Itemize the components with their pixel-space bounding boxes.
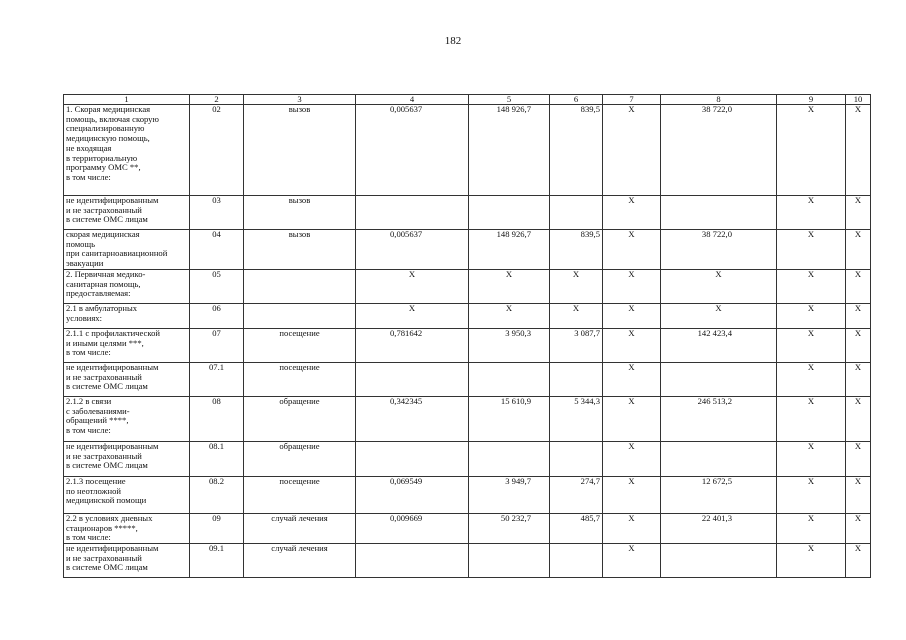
row-total-cell: 22 401,3 bbox=[661, 513, 777, 543]
row-volume-cell: 0,781642 bbox=[356, 328, 469, 362]
row-name-cell bbox=[64, 513, 190, 543]
row-name-line: в системе ОМС лицам bbox=[66, 381, 148, 392]
row-unit-cell bbox=[244, 269, 356, 303]
row-col10-cell: X bbox=[846, 362, 871, 396]
row-total-cell bbox=[661, 362, 777, 396]
row-unit-cell: вызов bbox=[244, 105, 356, 196]
cost-table bbox=[63, 94, 871, 578]
table-row bbox=[64, 513, 871, 543]
row-col10-cell: X bbox=[846, 230, 871, 270]
row-code-cell: 07.1 bbox=[190, 362, 244, 396]
row-name-line: эвакуации bbox=[66, 258, 104, 269]
row-cost-per-unit-cell: 50 232,7 bbox=[469, 513, 550, 543]
row-volume-cell: 0,005637 bbox=[356, 105, 469, 196]
row-col10-cell: X bbox=[846, 303, 871, 328]
row-col9-cell: X bbox=[777, 269, 846, 303]
row-col9-cell: X bbox=[777, 543, 846, 577]
row-col10-cell: X bbox=[846, 543, 871, 577]
row-col10-cell: X bbox=[846, 328, 871, 362]
page-number: 182 bbox=[444, 35, 462, 47]
row-col7-cell: X bbox=[603, 328, 661, 362]
row-col7-cell: X bbox=[603, 396, 661, 441]
table-row bbox=[64, 105, 871, 196]
row-col7-cell: X bbox=[603, 196, 661, 230]
row-col10-cell: X bbox=[846, 269, 871, 303]
row-name-line: условиях: bbox=[66, 312, 102, 323]
row-per-capita-cell bbox=[550, 196, 603, 230]
row-col9-cell: X bbox=[777, 396, 846, 441]
row-col7-cell: X bbox=[603, 441, 661, 476]
row-col9-cell: X bbox=[777, 328, 846, 362]
row-name-line: в том числе: bbox=[66, 171, 111, 182]
row-volume-cell: X bbox=[356, 303, 469, 328]
table-row bbox=[64, 362, 871, 396]
row-per-capita-cell bbox=[550, 441, 603, 476]
row-col9-cell: X bbox=[777, 196, 846, 230]
table-row bbox=[64, 543, 871, 577]
row-col9-cell: X bbox=[777, 476, 846, 513]
row-per-capita-cell: 485,7 bbox=[550, 513, 603, 543]
header-row bbox=[64, 95, 871, 105]
row-col10-cell: X bbox=[846, 476, 871, 513]
row-col7-cell: X bbox=[603, 362, 661, 396]
row-code-cell: 09 bbox=[190, 513, 244, 543]
row-name-line: в том числе: bbox=[66, 532, 111, 543]
row-name-cell bbox=[64, 476, 190, 513]
row-unit-cell: посещение bbox=[244, 328, 356, 362]
row-name-cell bbox=[64, 441, 190, 476]
row-name-line: 2.2 в условиях дневных bbox=[66, 513, 153, 523]
row-col10-cell: X bbox=[846, 396, 871, 441]
row-code-cell: 08 bbox=[190, 396, 244, 441]
row-code-cell: 09.1 bbox=[190, 543, 244, 577]
row-name-cell bbox=[64, 328, 190, 362]
row-name-line: скорая медицинская bbox=[66, 229, 140, 239]
row-cost-per-unit-cell: X bbox=[469, 303, 550, 328]
row-name-line: 2.1 в амбулаторных bbox=[66, 303, 138, 313]
row-cost-per-unit-cell bbox=[469, 543, 550, 577]
row-volume-cell bbox=[356, 441, 469, 476]
row-volume-cell bbox=[356, 543, 469, 577]
row-volume-cell: 0,069549 bbox=[356, 476, 469, 513]
col-header-1: 1 bbox=[64, 95, 190, 105]
row-name-line: медицинскую помощь, bbox=[66, 133, 150, 144]
row-col9-cell: X bbox=[777, 230, 846, 270]
row-total-cell: 246 513,2 bbox=[661, 396, 777, 441]
col-header-7: 7 bbox=[603, 95, 661, 105]
row-col7-cell: X bbox=[603, 105, 661, 196]
row-code-cell: 05 bbox=[190, 269, 244, 303]
row-total-cell bbox=[661, 441, 777, 476]
row-total-cell: X bbox=[661, 303, 777, 328]
row-per-capita-cell: 5 344,3 bbox=[550, 396, 603, 441]
row-name-line: 1. Скорая медицинская bbox=[66, 104, 151, 114]
col-header-6: 6 bbox=[550, 95, 603, 105]
row-col9-cell: X bbox=[777, 513, 846, 543]
row-name-cell bbox=[64, 196, 190, 230]
row-volume-cell bbox=[356, 362, 469, 396]
row-unit-cell: вызов bbox=[244, 196, 356, 230]
row-cost-per-unit-cell: 15 610,9 bbox=[469, 396, 550, 441]
row-name-line: помощь bbox=[66, 238, 96, 249]
row-col7-cell: X bbox=[603, 230, 661, 270]
row-name-line: и не застрахованный bbox=[66, 371, 142, 382]
table-row bbox=[64, 303, 871, 328]
row-name-line: обращений ****, bbox=[66, 415, 129, 426]
row-name-line: с заболеваниями- bbox=[66, 405, 130, 416]
row-per-capita-cell: 839,5 bbox=[550, 105, 603, 196]
col-header-5: 5 bbox=[469, 95, 550, 105]
row-name-cell bbox=[64, 543, 190, 577]
row-unit-cell: посещение bbox=[244, 362, 356, 396]
row-col9-cell: X bbox=[777, 303, 846, 328]
row-name-line: в том числе: bbox=[66, 347, 111, 358]
row-name-line: не входящая bbox=[66, 142, 112, 153]
row-name-cell bbox=[64, 396, 190, 441]
row-name-line: 2.1.3 посещение bbox=[66, 476, 126, 486]
row-name-line: не идентифицированным bbox=[66, 543, 159, 553]
row-name-cell bbox=[64, 303, 190, 328]
row-total-cell: X bbox=[661, 269, 777, 303]
row-col7-cell: X bbox=[603, 476, 661, 513]
row-col9-cell: X bbox=[777, 441, 846, 476]
row-volume-cell: 0,342345 bbox=[356, 396, 469, 441]
row-volume-cell bbox=[356, 196, 469, 230]
row-per-capita-cell: 274,7 bbox=[550, 476, 603, 513]
row-col7-cell: X bbox=[603, 543, 661, 577]
row-unit-cell: вызов bbox=[244, 230, 356, 270]
row-name-line: и не застрахованный bbox=[66, 204, 142, 215]
row-name-cell bbox=[64, 105, 190, 196]
table-row bbox=[64, 269, 871, 303]
row-per-capita-cell bbox=[550, 543, 603, 577]
row-name-line: в том числе: bbox=[66, 424, 111, 435]
row-total-cell: 12 672,5 bbox=[661, 476, 777, 513]
row-col10-cell: X bbox=[846, 105, 871, 196]
row-name-line: по неотложной bbox=[66, 485, 121, 496]
row-name-line: специализированную bbox=[66, 123, 145, 134]
row-name-line: в системе ОМС лицам bbox=[66, 460, 148, 471]
col-header-4: 4 bbox=[356, 95, 469, 105]
row-per-capita-cell: X bbox=[550, 269, 603, 303]
row-unit-cell: случай лечения bbox=[244, 513, 356, 543]
row-name-cell bbox=[64, 269, 190, 303]
row-unit-cell: случай лечения bbox=[244, 543, 356, 577]
row-total-cell: 38 722,0 bbox=[661, 105, 777, 196]
row-name-line: в территориальную bbox=[66, 152, 138, 163]
row-volume-cell: 0,009669 bbox=[356, 513, 469, 543]
row-col10-cell: X bbox=[846, 441, 871, 476]
row-cost-per-unit-cell: 3 949,7 bbox=[469, 476, 550, 513]
row-per-capita-cell: 839,5 bbox=[550, 230, 603, 270]
row-name-cell bbox=[64, 362, 190, 396]
row-col7-cell: X bbox=[603, 303, 661, 328]
row-name-line: санитарная помощь, bbox=[66, 278, 141, 289]
row-volume-cell: X bbox=[356, 269, 469, 303]
row-name-line: и не застрахованный bbox=[66, 450, 142, 461]
row-unit-cell: обращение bbox=[244, 396, 356, 441]
row-cost-per-unit-cell: 3 950,3 bbox=[469, 328, 550, 362]
row-total-cell: 38 722,0 bbox=[661, 230, 777, 270]
row-cost-per-unit-cell: X bbox=[469, 269, 550, 303]
row-cost-per-unit-cell bbox=[469, 441, 550, 476]
row-name-line: не идентифицированным bbox=[66, 362, 159, 372]
table-row bbox=[64, 441, 871, 476]
row-code-cell: 02 bbox=[190, 105, 244, 196]
row-volume-cell: 0,005637 bbox=[356, 230, 469, 270]
col-header-2: 2 bbox=[190, 95, 244, 105]
row-unit-cell: посещение bbox=[244, 476, 356, 513]
row-name-line: стационаров *****, bbox=[66, 522, 138, 533]
row-code-cell: 07 bbox=[190, 328, 244, 362]
table-row bbox=[64, 476, 871, 513]
row-cost-per-unit-cell: 148 926,7 bbox=[469, 230, 550, 270]
row-code-cell: 03 bbox=[190, 196, 244, 230]
row-name-line: 2.1.2 в связи bbox=[66, 396, 112, 406]
row-unit-cell: обращение bbox=[244, 441, 356, 476]
row-total-cell bbox=[661, 543, 777, 577]
row-cost-per-unit-cell bbox=[469, 362, 550, 396]
row-code-cell: 04 bbox=[190, 230, 244, 270]
table-row bbox=[64, 328, 871, 362]
table-row bbox=[64, 196, 871, 230]
row-col10-cell: X bbox=[846, 196, 871, 230]
row-name-line: 2.1.1 с профилактической bbox=[66, 328, 160, 338]
row-total-cell: 142 423,4 bbox=[661, 328, 777, 362]
row-name-line: при санитарноавиационной bbox=[66, 248, 168, 259]
row-unit-cell bbox=[244, 303, 356, 328]
row-col10-cell: X bbox=[846, 513, 871, 543]
row-name-line: программу ОМС **, bbox=[66, 162, 141, 173]
col-header-10: 10 bbox=[846, 95, 871, 105]
row-cost-per-unit-cell: 148 926,7 bbox=[469, 105, 550, 196]
row-per-capita-cell bbox=[550, 362, 603, 396]
row-name-line: 2. Первичная медико- bbox=[66, 269, 146, 279]
row-col9-cell: X bbox=[777, 362, 846, 396]
row-per-capita-cell: 3 087,7 bbox=[550, 328, 603, 362]
row-total-cell bbox=[661, 196, 777, 230]
col-header-8: 8 bbox=[661, 95, 777, 105]
row-code-cell: 08.2 bbox=[190, 476, 244, 513]
row-name-cell bbox=[64, 230, 190, 270]
row-name-line: не идентифицированным bbox=[66, 195, 159, 205]
col-header-3: 3 bbox=[244, 95, 356, 105]
row-cost-per-unit-cell bbox=[469, 196, 550, 230]
table-row bbox=[64, 230, 871, 270]
row-name-line: в системе ОМС лицам bbox=[66, 214, 148, 225]
row-col7-cell: X bbox=[603, 269, 661, 303]
col-header-9: 9 bbox=[777, 95, 846, 105]
row-name-line: и не застрахованный bbox=[66, 552, 142, 563]
row-code-cell: 08.1 bbox=[190, 441, 244, 476]
row-name-line: предоставляемая: bbox=[66, 288, 131, 299]
row-name-line: помощь, включая скорую bbox=[66, 113, 159, 124]
row-col7-cell: X bbox=[603, 513, 661, 543]
row-code-cell: 06 bbox=[190, 303, 244, 328]
row-col9-cell: X bbox=[777, 105, 846, 196]
table-row bbox=[64, 396, 871, 441]
row-name-line: и иными целями ***, bbox=[66, 337, 144, 348]
row-name-line: медицинской помощи bbox=[66, 495, 147, 506]
row-name-line: в системе ОМС лицам bbox=[66, 562, 148, 573]
row-name-line: не идентифицированным bbox=[66, 441, 159, 451]
row-per-capita-cell: X bbox=[550, 303, 603, 328]
